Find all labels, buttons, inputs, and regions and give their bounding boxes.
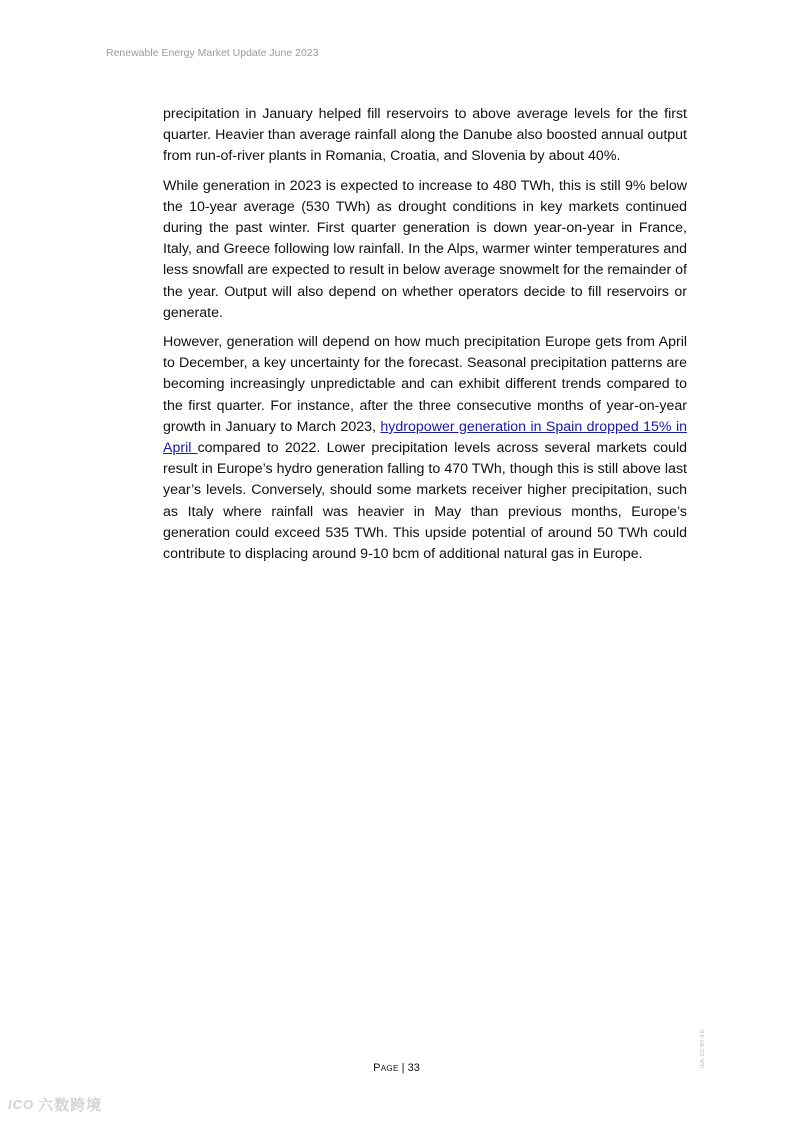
running-header: Renewable Energy Market Update June 2023: [106, 47, 319, 59]
page-number: [0, 1062, 793, 1074]
paragraph-2: While generation in 2023 is expected to increase to 480 TWh, this is still 9% below the 10-year average (530 TWh) as drought conditions in key markets continued during the past winter. First quarter generation is down year-on-year in France, Italy, and Greece following low rainfall. In the Alps, warmer winter temperatures and less snowfall are expected to result in below average snowmelt for the remainder of the year. Output will also depend on whether operators decide to fill reservoirs or generate.: [163, 177, 687, 321]
watermark-logo-icon: ICO: [8, 1097, 35, 1112]
paragraph-1: precipitation in January helped fill reservoirs to above average levels for the first quarter. Heavier than average rainfall along the Danube also boosted annual output from run-of-river plants in Romania, Croatia, and Slovenia by about 40%.: [163, 106, 687, 165]
watermark: [8, 1094, 102, 1115]
page-separator: |: [398, 1062, 408, 1074]
license-note: IEA. CC BY 4.0.: [700, 1028, 706, 1068]
paragraph-3: [163, 332, 687, 565]
body-text: [163, 104, 687, 573]
watermark-text: 六数跨境: [38, 1097, 103, 1114]
paragraph-3-text-before: However, generation will depend on how much precipitation Europe gets from April to December, a key uncertainty for the forecast. Seasonal precipitation patterns are becoming increasingly unpredictable and can exhibit different trends compared to the first quarter. For instance, after the three consecutive months of year-on-year growth in January to March 2023,: [163, 334, 687, 435]
page-number-value: 33: [407, 1062, 420, 1074]
paragraph-3-text-after: compared to 2022. Lower precipitation levels across several markets could result in Europe’s hydro generation falling to 470 TWh, though this is still above last year’s levels. Conversely, should some markets receiver higher precipitation, such as Italy where rainfall was heavier in May than previous months, Europe’s generation could exceed 535 TWh. This upside potential of around 50 TWh could contribute to displacing around 9-10 bcm of additional natural gas in Europe.: [163, 440, 687, 563]
page-label: Page: [373, 1062, 399, 1074]
spain-hydropower-link[interactable]: hydropower generation in Spain dropped 15% in April: [163, 418, 687, 457]
